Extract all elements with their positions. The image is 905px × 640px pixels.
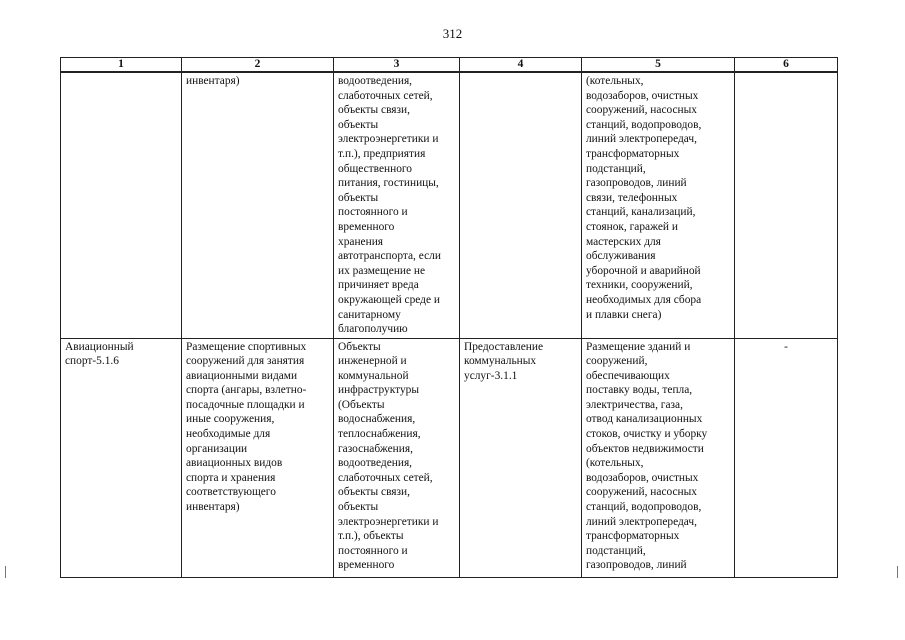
cell-text-line: спорт-5.1.6	[65, 355, 119, 368]
cell-text-line: спорта (ангары, взлетно-	[186, 384, 307, 397]
cell-text-line: их размещение не	[338, 264, 426, 277]
cell-text-line: электричества, газа,	[586, 398, 683, 411]
cell-text-line: объекты	[338, 191, 379, 204]
cell-text-line: объекты связи,	[338, 486, 410, 499]
cell-text-line: сооружений, насосных	[586, 486, 697, 499]
scan-edge-mark-right	[897, 566, 898, 578]
cell-text-line: автотранспорта, если	[338, 250, 441, 263]
cell-text-line: станций, канализаций,	[586, 206, 696, 219]
cell-text-line: электроэнергетики и	[338, 515, 439, 528]
row-1-col-2	[182, 72, 334, 338]
cell-text-line: временного	[338, 559, 395, 572]
cell-text-line: питания, гостиницы,	[338, 177, 439, 190]
cell-text-line: иные сооружения,	[186, 413, 275, 426]
cell-text-line: постоянного и	[338, 206, 408, 219]
cell-text-line: уборочной и аварийной	[586, 264, 701, 277]
cell-text-line: стоков, очистку и уборку	[586, 428, 708, 441]
table-row	[61, 72, 838, 338]
cell-text-line: слаботочных сетей,	[338, 471, 433, 484]
page-number: 312	[442, 26, 463, 41]
cell-text-line: линий электропередач,	[586, 515, 697, 528]
cell-text-line: соответствующего	[186, 486, 276, 499]
row-2-col-2	[182, 338, 334, 578]
cell-text-line: хранения	[338, 235, 384, 248]
cell-text-line: авиационными видами	[186, 369, 298, 382]
cell-text-line: инженерной и	[338, 355, 407, 368]
row-1-col-3	[334, 72, 460, 338]
cell-text-line: связи, телефонных	[586, 191, 678, 204]
cell-text-line: постоянного и	[338, 544, 408, 557]
cell-text-line: посадочные площадки и	[186, 398, 305, 411]
cell-text-line: техники, сооружений,	[586, 279, 693, 292]
column-header-1: 1	[61, 58, 182, 73]
row-2-col-1	[61, 338, 182, 578]
cell-text-line: сооружений, насосных	[586, 104, 697, 117]
cell-text-line: водозаборов, очистных	[586, 89, 699, 102]
cell-text-line: окружающей среде и	[338, 293, 440, 306]
land-use-table	[60, 57, 838, 578]
cell-text-line: коммунальных	[464, 355, 537, 368]
column-header-6: 6	[735, 58, 838, 73]
cell-text-line: газоснабжения,	[338, 442, 413, 455]
cell-text-line: инвентаря)	[186, 501, 240, 514]
cell-text-line: водозаборов, очистных	[586, 471, 699, 484]
cell-text-line: обслуживания	[586, 250, 656, 263]
cell-text-line: временного	[338, 220, 395, 233]
cell-text-line: Объекты	[338, 340, 381, 353]
column-header-4: 4	[460, 58, 582, 73]
cell-text-line: (котельных,	[586, 457, 644, 470]
column-header-2: 2	[182, 58, 334, 73]
row-2-col-5	[582, 338, 735, 578]
cell-text-line: сооружений для занятия	[186, 355, 305, 368]
cell-text-line: станций, водопроводов,	[586, 118, 702, 131]
column-header-3: 3	[334, 58, 460, 73]
cell-text-line: трансформаторных	[586, 530, 680, 543]
cell-text-line: объекты связи,	[338, 104, 410, 117]
cell-text-line: газопроводов, линий	[586, 177, 687, 190]
cell-text-line: слаботочных сетей,	[338, 89, 433, 102]
cell-text-line: объекты	[338, 501, 379, 514]
cell-text-line: поставку воды, тепла,	[586, 384, 693, 397]
cell-text-line: сооружений,	[586, 355, 648, 368]
row-1-col-4	[460, 72, 582, 338]
cell-text-line: подстанций,	[586, 544, 646, 557]
cell-text-line: санитарному	[338, 308, 401, 321]
cell-text-line: общественного	[338, 162, 412, 175]
cell-text-line: инвентаря)	[186, 75, 240, 87]
cell-text-line: Размещение зданий и	[586, 340, 691, 353]
row-2-col-4	[460, 338, 582, 578]
cell-text-line: благополучию	[338, 323, 408, 336]
cell-text-line: необходимые для	[186, 428, 271, 441]
cell-text-line: коммунальной	[338, 369, 409, 382]
row-2-col-3	[334, 338, 460, 578]
cell-text-line: мастерских для	[586, 235, 661, 248]
cell-text-line: объектов недвижимости	[586, 442, 704, 455]
cell-text-line: стоянок, гаражей и	[586, 220, 678, 233]
cell-text-line: Авиационный	[65, 340, 134, 353]
cell-text-line: теплоснабжения,	[338, 428, 421, 441]
table-row	[61, 338, 838, 578]
cell-text-line: газопроводов, линий	[586, 559, 687, 572]
cell-text-line: причиняет вреда	[338, 279, 419, 292]
cell-text-line: отвод канализационных	[586, 413, 703, 426]
cell-text-line: электроэнергетики и	[338, 133, 439, 146]
cell-text-line: водоотведения,	[338, 457, 413, 470]
cell-text-line: -	[784, 340, 788, 353]
cell-text-line: т.п.), объекты	[338, 530, 404, 543]
cell-text-line: (котельных,	[586, 75, 644, 87]
column-header-5: 5	[582, 58, 735, 73]
row-1-col-1	[61, 72, 182, 338]
cell-text-line: авиационных видов	[186, 457, 283, 470]
table-header-row	[61, 58, 838, 73]
cell-text-line: инфраструктуры	[338, 384, 419, 397]
cell-text-line: и плавки снега)	[586, 308, 662, 321]
cell-text-line: услуг-3.1.1	[464, 369, 518, 382]
cell-text-line: спорта и хранения	[186, 471, 276, 484]
cell-text-line: организации	[186, 442, 248, 455]
row-1-col-6	[735, 72, 838, 338]
cell-text-line: Предоставление	[464, 340, 544, 353]
cell-text-line: станций, водопроводов,	[586, 501, 702, 514]
cell-text-line: необходимых для сбора	[586, 293, 702, 306]
cell-text-line: линий электропередач,	[586, 133, 697, 146]
cell-text-line: т.п.), предприятия	[338, 147, 426, 160]
cell-text-line: объекты	[338, 118, 379, 131]
scan-edge-mark-left	[5, 566, 6, 578]
cell-text-line: обеспечивающих	[586, 369, 670, 382]
cell-text-line: (Объекты	[338, 398, 385, 411]
cell-text-line: водоснабжения,	[338, 413, 416, 426]
cell-text-line: подстанций,	[586, 162, 646, 175]
row-1-col-5	[582, 72, 735, 338]
cell-text-line: водоотведения,	[338, 75, 413, 87]
row-2-col-6	[735, 338, 838, 578]
cell-text-line: трансформаторных	[586, 147, 680, 160]
cell-text-line: Размещение спортивных	[186, 340, 307, 353]
